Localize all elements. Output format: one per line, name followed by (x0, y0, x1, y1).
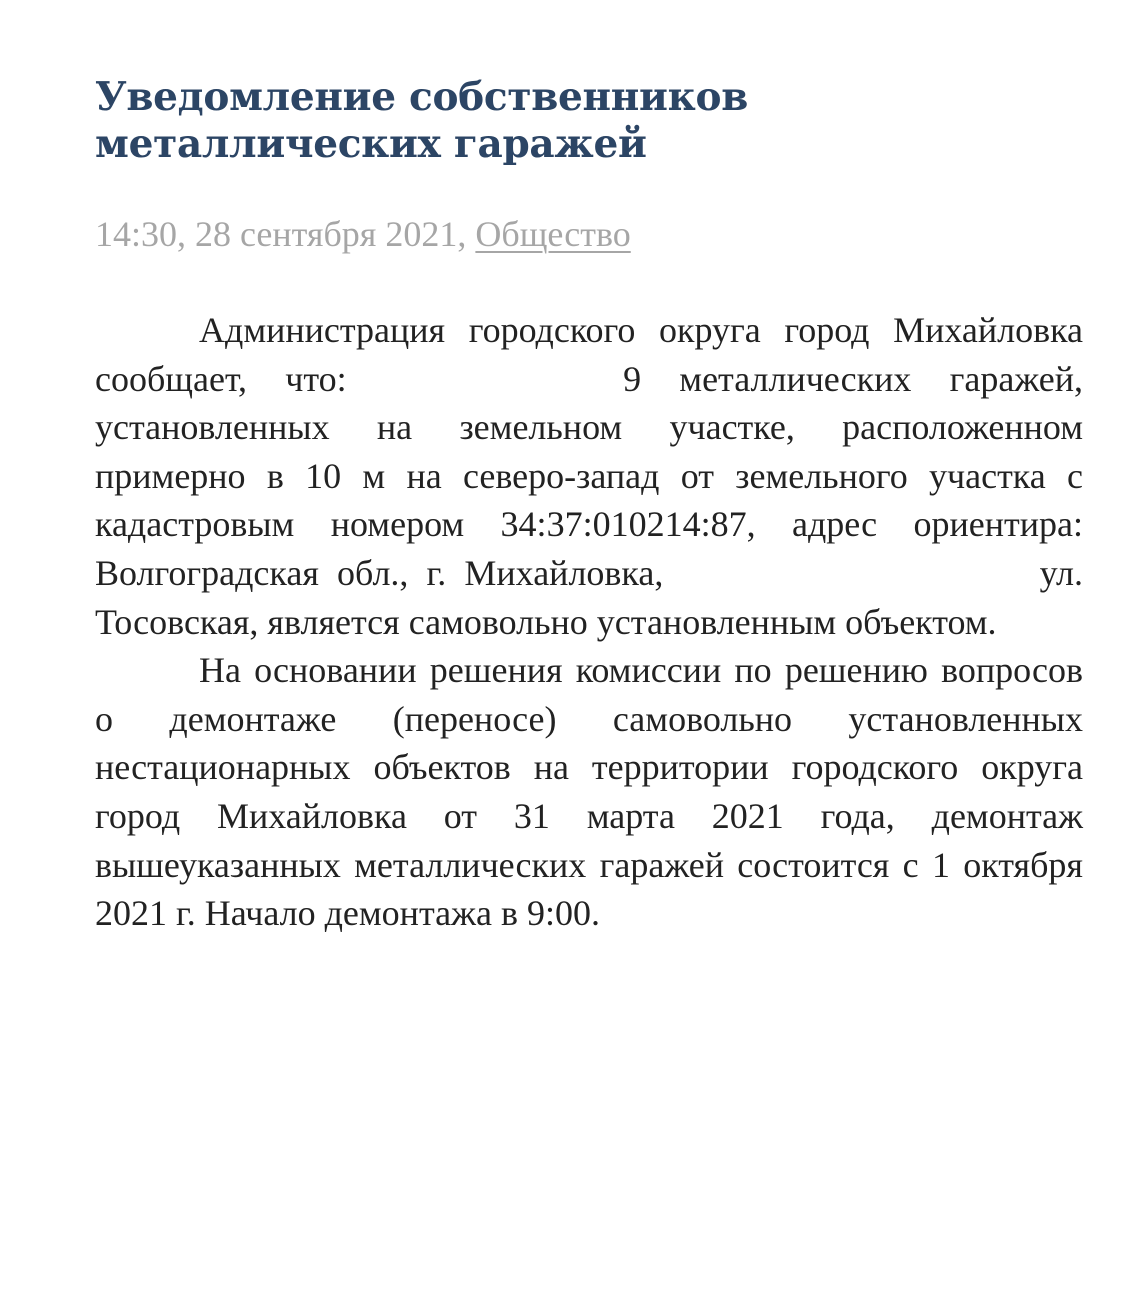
paragraph-1-part-b: 9 металлических гаражей, установленных на земельном участке, расположенном примерно в 10 м на северо-запад от земельного участка с кадастровым номером 34:37:010214:87, адрес ориентира: Волгоградская обл., г. Михайловка, (95, 358, 1084, 593)
paragraph-1 (95, 306, 1083, 646)
paragraph-2: На основании решения комиссии по решению вопросов о демонтаже (переносе) самовольно установленных нестационарных объектов на территории городского округа город Михайловка от 31 марта 2021 года, демонтаж вышеуказанных металлических гаражей состоится с 1 октября 2021 г. Начало демонтажа в 9:00. (95, 650, 1083, 934)
category-link[interactable]: Общество (475, 214, 631, 254)
publish-time: 14:30 (95, 214, 178, 254)
article-body (95, 306, 1083, 938)
article (95, 74, 1083, 938)
article-meta (95, 212, 1083, 256)
meta-separator: , (457, 214, 476, 254)
paragraph-1-part-c: ул. Тосовская, является самовольно установленным объектом. (95, 552, 1083, 642)
paragraph-1-part-a: Администрация городского округа город Михайловка сообщает, что: (95, 310, 1083, 399)
publish-date: 28 сентября 2021 (195, 214, 458, 254)
article-title: Уведомление собственников металлических гаражей (95, 74, 749, 167)
meta-separator: , (177, 214, 196, 254)
